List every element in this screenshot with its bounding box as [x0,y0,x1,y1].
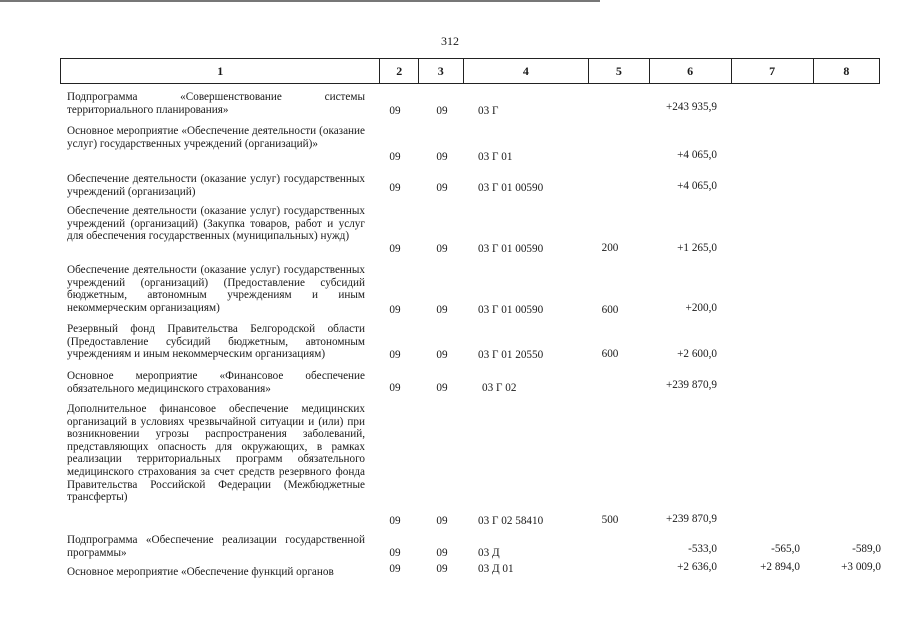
row-value-7: +2 894,0 [760,561,800,573]
row-csr: 03 Г 01 00590 [478,243,544,255]
header-col-7: 7 [732,59,814,83]
row-name: Дополнительное финансовое обеспечение медицинских организаций в условиях чрезвычайной ситуации и (или) при возникновении угрозы распространения заболеваний, представляющих опасность для окружающих, в рамках реализации территориальных программ обязательного медицинского страхования за счет средств резервного фонда Правительства Российской Федерации (Межбюджетные трансферты) [67,403,365,504]
row-pr: 09 [436,304,448,316]
row-csr: 03 Д 01 [478,563,514,575]
row-value-8: -589,0 [852,543,881,555]
row-rz: 09 [389,151,401,163]
row-rz: 09 [389,382,401,394]
row-name: Резервный фонд Правительства Белгородской области (Предоставление субсидий бюджетным, автономным учреждениям и иным некоммерческим организациям) [67,323,365,361]
row-rz: 09 [389,349,401,361]
row-name: Основное мероприятие «Финансовое обеспечение обязательного медицинского страхования» [67,370,365,395]
row-value-7: -565,0 [771,543,800,555]
row-name: Обеспечение деятельности (оказание услуг) государственных учреждений (организаций) [67,173,365,198]
page-number: 312 [441,34,459,48]
row-vr: 500 [601,514,619,526]
row-value-6: +243 935,9 [665,101,717,113]
row-pr: 09 [436,151,448,163]
row-pr: 09 [436,105,448,117]
row-name: Подпрограмма «Обеспечение реализации государственной программы» [67,534,365,559]
row-value-6: +200,0 [685,302,717,314]
row-csr: 03 Г 01 00590 [478,304,544,316]
row-value-8: +3 009,0 [841,561,881,573]
row-value-6: +2 600,0 [677,348,717,360]
row-value-6: -533,0 [688,543,717,555]
row-name: Основное мероприятие «Обеспечение функций органов [67,566,334,578]
header-col-1: 1 [61,59,380,83]
row-pr: 09 [436,382,448,394]
row-vr: 200 [601,242,619,254]
row-value-6: +4 065,0 [677,149,717,161]
row-value-6: +1 265,0 [677,242,717,254]
table-header [60,58,880,84]
row-csr: 03 Д [478,547,500,559]
row-rz: 09 [389,182,401,194]
row-pr: 09 [436,349,448,361]
row-pr: 09 [436,547,448,559]
row-rz: 09 [389,563,401,575]
top-border-line [0,0,600,2]
row-rz: 09 [389,105,401,117]
row-pr: 09 [436,515,448,527]
row-csr: 03 Г 01 20550 [478,349,544,361]
row-vr: 600 [601,348,619,360]
header-col-3: 3 [419,59,464,83]
row-pr: 09 [436,563,448,575]
row-value-6: +239 870,9 [665,379,717,391]
row-name: Основное мероприятие «Обеспечение деятельности (оказание услуг) государственных учреждений (организаций)» [67,125,365,150]
row-rz: 09 [389,243,401,255]
row-rz: 09 [389,547,401,559]
row-value-6: +239 870,9 [665,513,717,525]
row-value-6: +2 636,0 [677,561,717,573]
row-csr: 03 Г [478,105,499,117]
row-rz: 09 [389,515,401,527]
row-vr: 600 [601,304,619,316]
row-csr: 03 Г 02 58410 [478,515,544,527]
header-col-8: 8 [843,63,850,78]
header-col-4: 4 [464,59,590,83]
row-csr: 03 Г 01 [478,151,513,163]
row-pr: 09 [436,182,448,194]
row-pr: 09 [436,243,448,255]
header-col-6: 6 [650,59,732,83]
row-value-6: +4 065,0 [677,180,717,192]
row-csr: 03 Г 01 00590 [478,182,544,194]
row-name: Подпрограмма «Совершенствование системы территориального планирования» [67,91,365,116]
row-rz: 09 [389,304,401,316]
row-name: Обеспечение деятельности (оказание услуг) государственных учреждений (организаций) (Закупка товаров, работ и услуг для обеспечения государственных (муниципальных) нужд) [67,205,365,243]
header-col-2: 2 [380,59,419,83]
row-csr: 03 Г 02 [482,382,517,394]
header-col-5: 5 [589,59,649,83]
row-name: Обеспечение деятельности (оказание услуг) государственных учреждений (организаций) (Предоставление субсидий бюджетным, автономным учреждениям и иным некоммерческим организациям) [67,264,365,314]
